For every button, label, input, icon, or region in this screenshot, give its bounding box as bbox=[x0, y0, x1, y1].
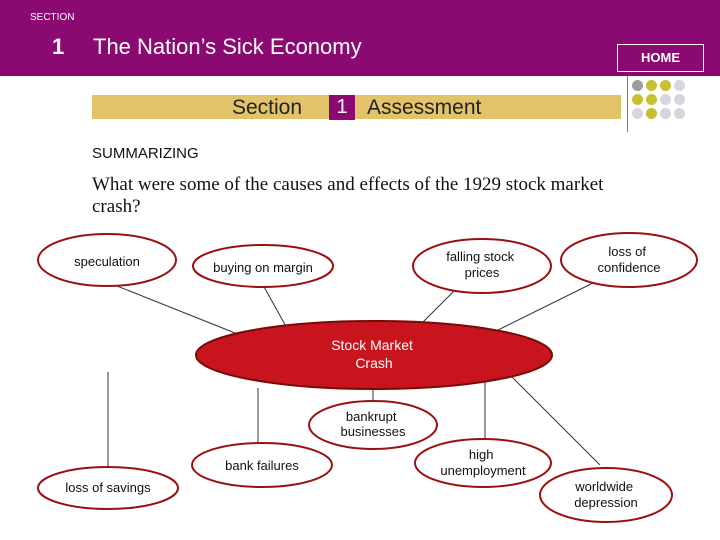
summarizing-heading: SUMMARIZING bbox=[92, 145, 199, 162]
page-title: The Nation’s Sick Economy bbox=[93, 34, 362, 59]
node-bank-failures-label: bank failures bbox=[225, 458, 299, 473]
node-stock-market-crash-label: Stock Market Crash bbox=[331, 337, 413, 371]
assessment-section-label: Section bbox=[232, 96, 303, 119]
node-buying-on-margin-label: buying on margin bbox=[213, 260, 313, 275]
section-label: SECTION bbox=[30, 12, 75, 23]
node-speculation-label: speculation bbox=[74, 254, 140, 269]
home-button[interactable]: HOME bbox=[617, 44, 704, 72]
node-bankrupt-businesses-label: bankrupt businesses bbox=[340, 409, 406, 439]
node-loss-of-confidence-label: loss of confidence bbox=[597, 244, 661, 275]
connector-margin bbox=[263, 285, 288, 330]
node-loss-of-savings-label: loss of savings bbox=[65, 480, 151, 495]
node-falling-stock-prices-label: falling stock prices bbox=[446, 249, 515, 280]
assessment-section-number: 1 bbox=[329, 95, 355, 120]
connector-speculation bbox=[107, 282, 240, 335]
node-worldwide-depression-label: worldwide depression bbox=[574, 479, 638, 510]
question-text: What were some of the causes and effects of the 1929 stock market crash? bbox=[92, 174, 604, 217]
node-high-unemployment-label: high unemployment bbox=[440, 447, 526, 478]
assessment-label: Assessment bbox=[367, 96, 482, 119]
section-number: 1 bbox=[52, 34, 65, 59]
